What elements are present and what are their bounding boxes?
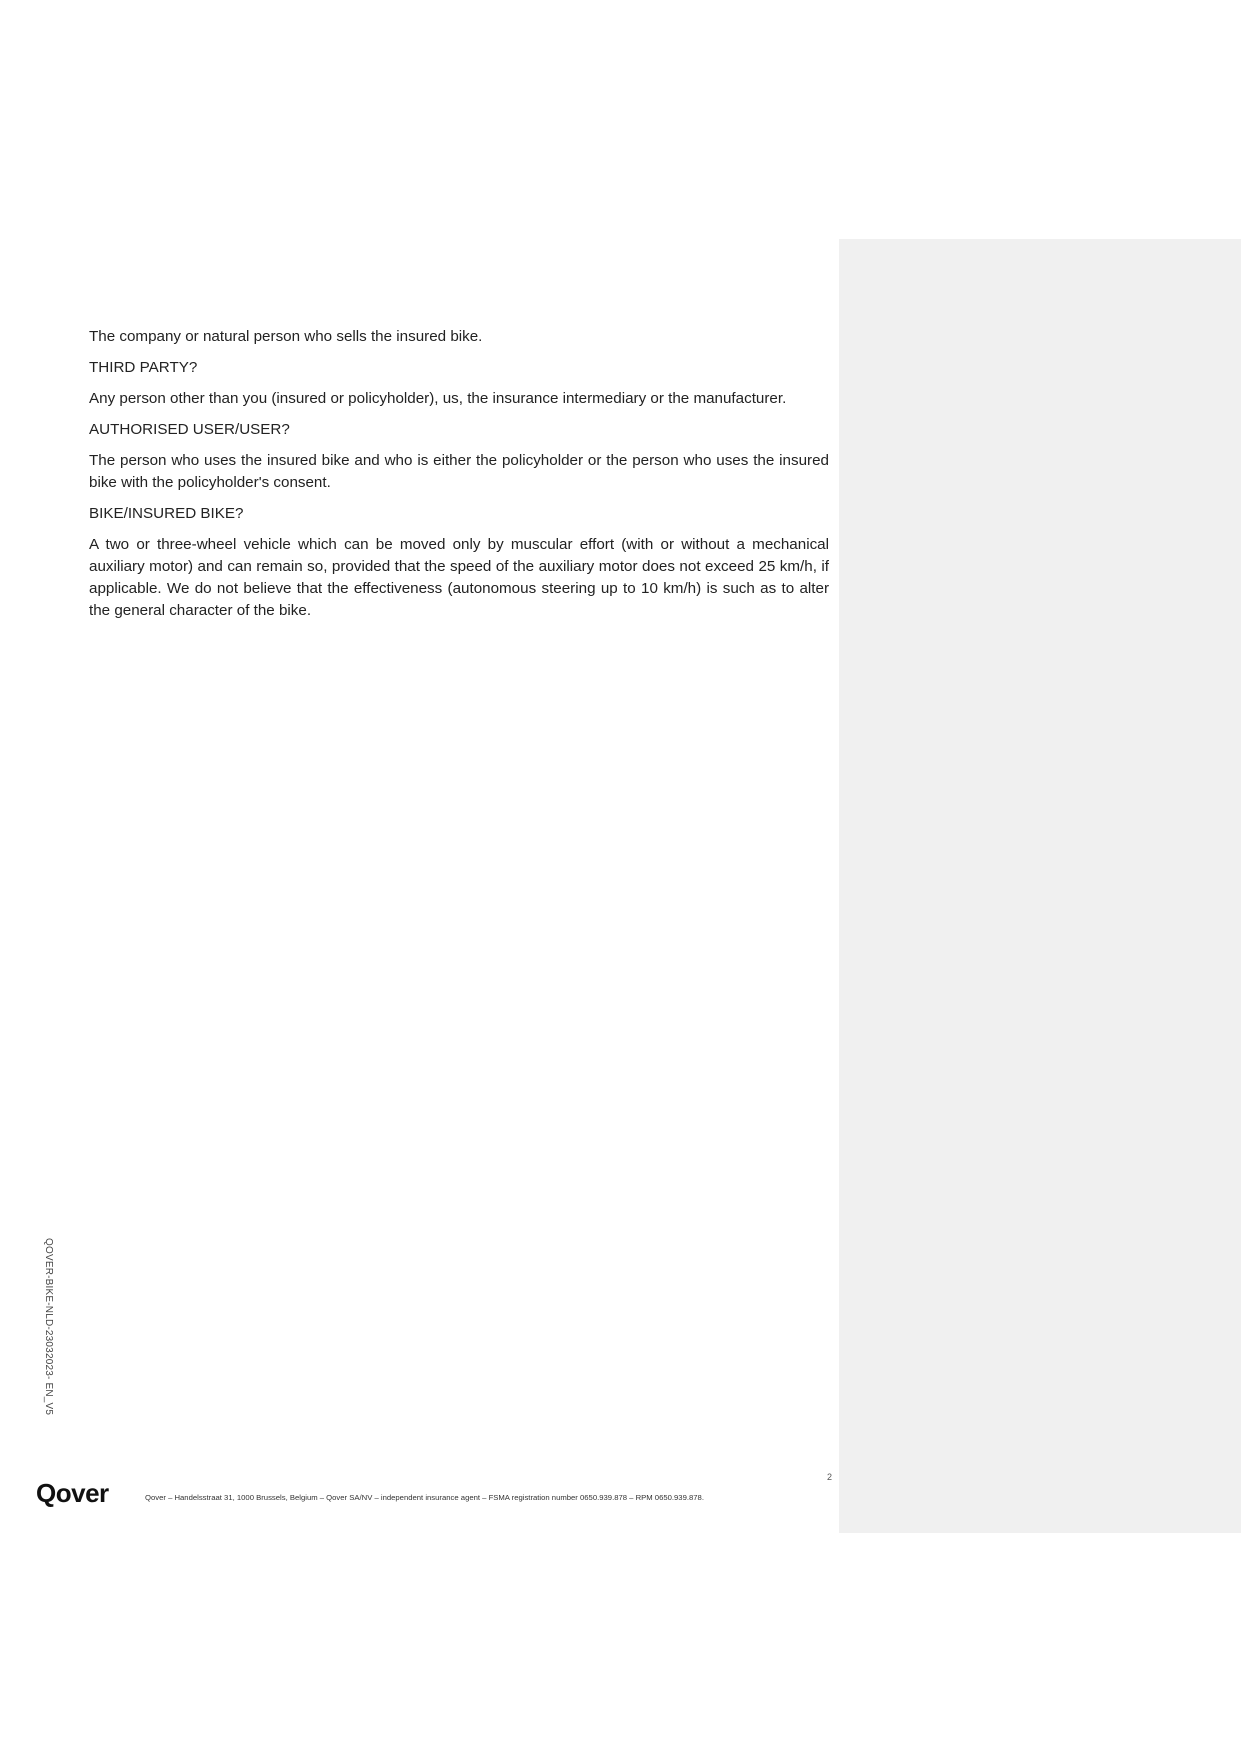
side-panel <box>839 239 1241 1533</box>
definition-text: The person who uses the insured bike and who is either the policyholder or the person who uses the insured bike with the policyholder's consent. <box>89 452 829 491</box>
definition-text: A two or three-wheel vehicle which can be moved only by muscular effort (with or without a mechanical auxiliary motor) and can remain so, provided that the speed of the auxiliary motor does not exceed 25 km/h, if applicable. We do not believe that the effectiveness (autonomous steering up to 10 km/h) is such as to alter the general character of the bike. <box>89 536 829 619</box>
document-reference: QOVER-BIKE-NLD-23032023- EN_V5 <box>43 1238 54 1416</box>
page-content <box>89 326 829 631</box>
qover-logo: Qover <box>36 1478 109 1508</box>
footer-company-info: Qover – Handelsstraat 31, 1000 Brussels, Belgium – Qover SA/NV – independent insurance agent – FSMA registration number 0650.939.878 – RPM 0650.939.878. <box>145 1493 704 1502</box>
definition-heading: AUTHORISED USER/USER? <box>89 421 290 438</box>
page-number: 2 <box>826 1472 832 1482</box>
definition-text: The company or natural person who sells the insured bike. <box>89 328 483 345</box>
definition-heading: BIKE/INSURED BIKE? <box>89 505 244 522</box>
definition-text: Any person other than you (insured or policyholder), us, the insurance intermediary or the manufacturer. <box>89 390 787 407</box>
definition-heading: THIRD PARTY? <box>89 359 198 376</box>
